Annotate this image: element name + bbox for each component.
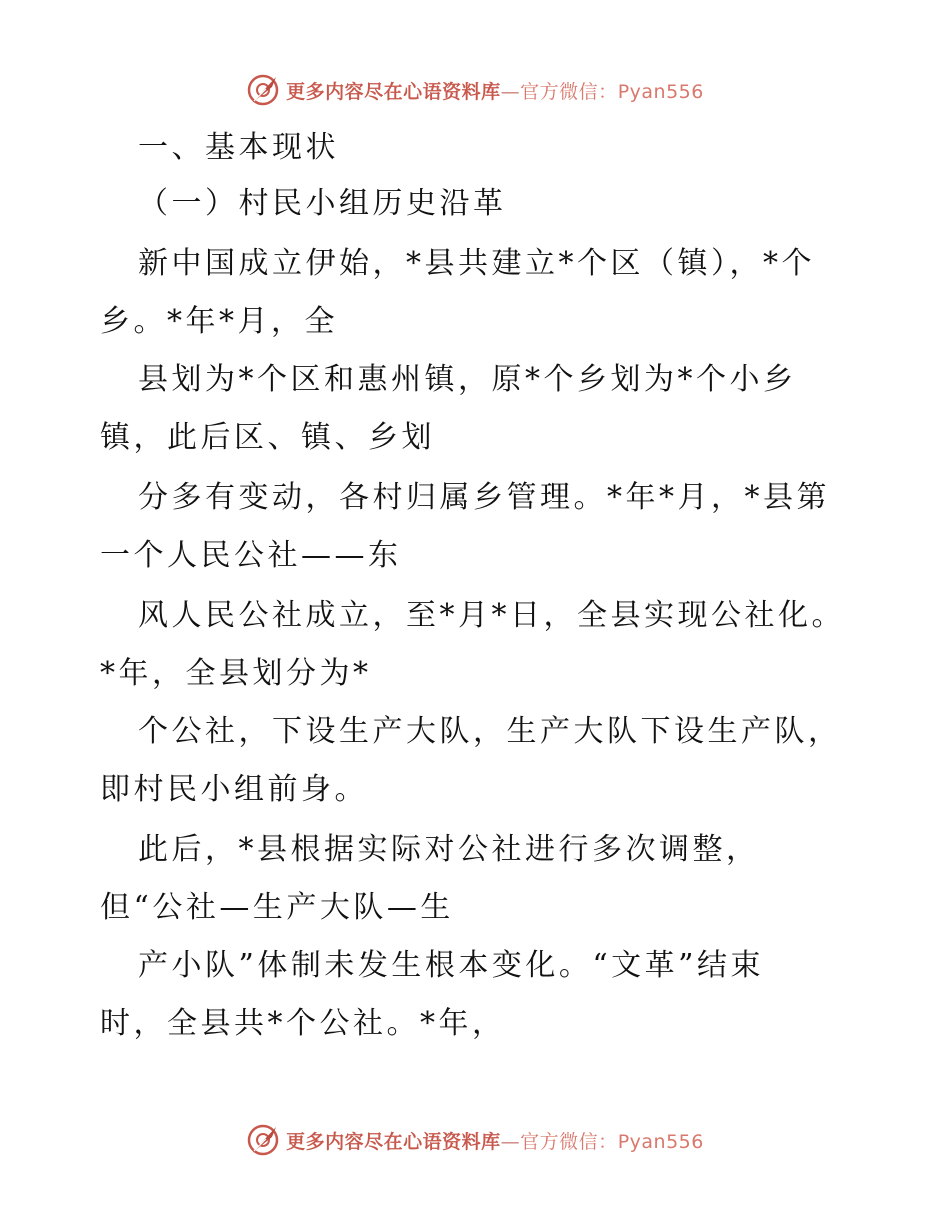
paragraph-line: 个公社，下设生产大队，生产大队下设生产队， [138,714,842,749]
watermark-header [0,70,950,110]
paragraph-line: 时，全县共*个公社。*年， [100,1006,506,1041]
paragraph-line: *年，全县划分为* [100,656,372,691]
paragraph-line: 产小队”体制未发生根本变化。“文革”结束 [138,948,765,983]
quill-pen-logo [246,1123,280,1157]
paragraph-line: 一个人民公社——东 [100,538,402,573]
watermark-footer [0,1120,950,1160]
paragraph-line: 分多有变动，各村归属乡管理。*年*月，*县第 [138,480,830,515]
paragraph-line: 此后，*县根据实际对公社进行多次调整， [138,832,760,867]
paragraph-line: 但“公社—生产大队—生 [100,890,454,925]
paragraph-line: 即村民小组前身。 [100,772,368,807]
watermark-text: 更多内容尽在心语资料库—官方微信：Pyan556 [286,80,704,103]
paragraph-line: 乡。*年*月，全 [100,304,338,339]
paragraph-line: 县划为*个区和惠州镇，原*个乡划为*个小乡 [138,362,797,397]
watermark-text: 更多内容尽在心语资料库—官方微信：Pyan556 [286,1130,704,1153]
paragraph-line: 镇，此后区、镇、乡划 [100,420,435,455]
quill-pen-logo [246,73,280,107]
section-heading: 一、基本现状 [138,130,339,165]
subsection-heading: （一）村民小组历史沿革 [138,186,507,221]
paragraph-line: 新中国成立伊始，*县共建立*个区（镇），*个 [138,246,815,281]
paragraph-line: 风人民公社成立，至*月*日，全县实现公社化。 [138,598,845,633]
